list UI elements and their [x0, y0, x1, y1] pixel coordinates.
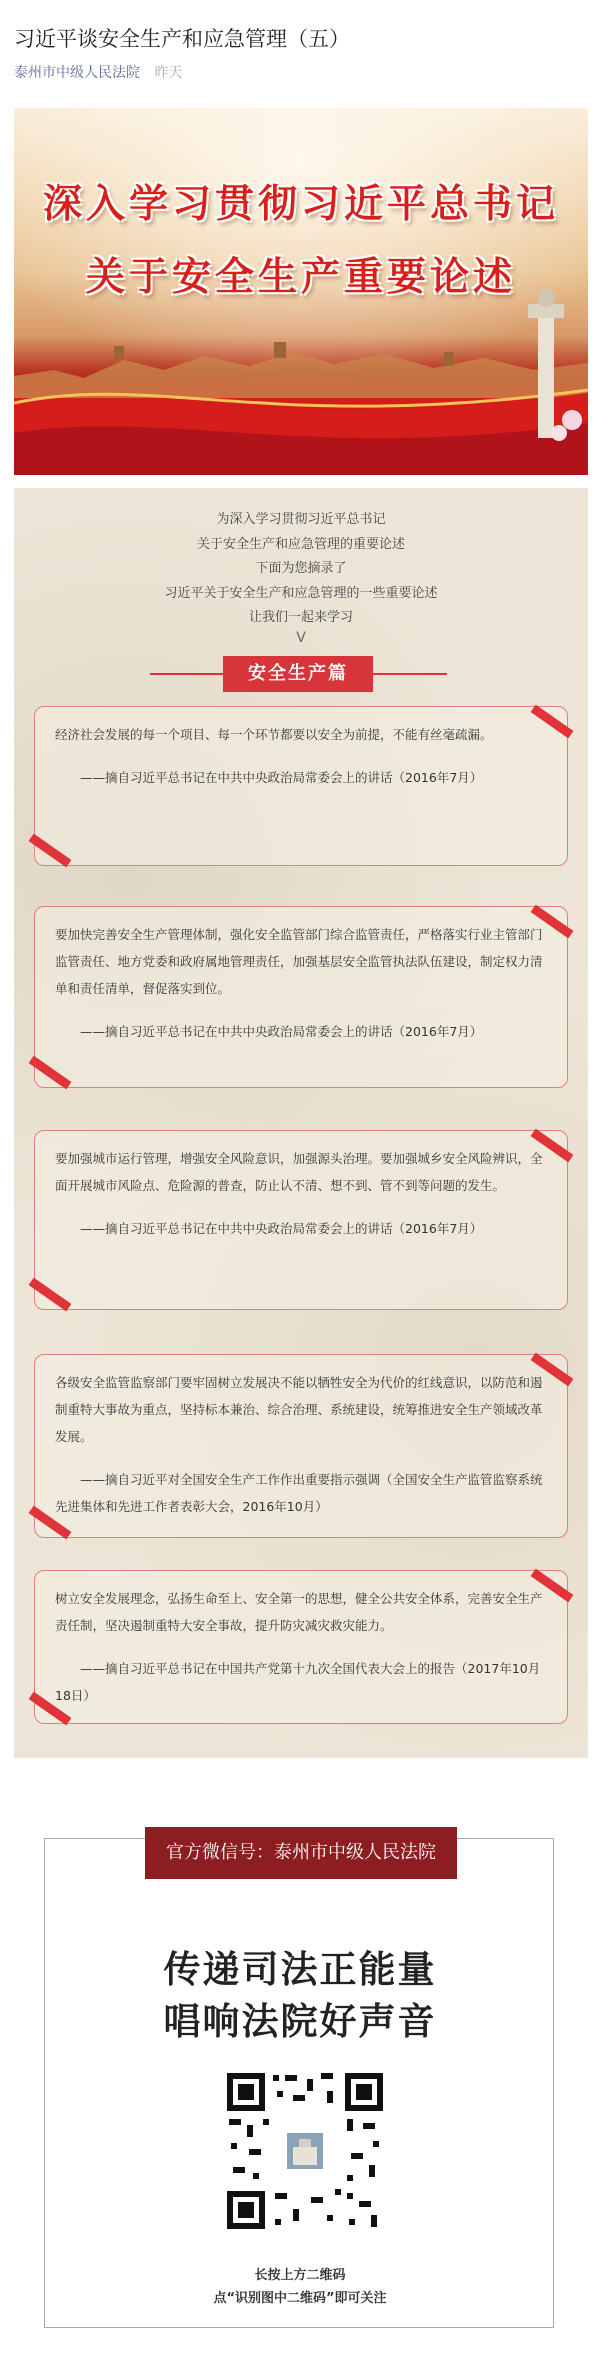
qr-hint-line2: 点“识别图中二维码”即可关注: [213, 2291, 387, 2306]
intro-line: 让我们一起来学习: [248, 610, 353, 625]
quote-source: ——摘自习近平对全国安全生产工作作出重要指示强调（全国安全生产监管监察系统先进集体和先进工作者表彰大会，2016年10月）: [55, 1472, 543, 1514]
intro-text: [14, 508, 588, 645]
qr-code-icon[interactable]: [223, 2069, 387, 2233]
author-link[interactable]: 泰州市中级人民法院: [14, 65, 140, 81]
intro-line: 下面为您摘录了: [255, 561, 347, 576]
ribbon-corner-icon: [29, 834, 72, 868]
section-title: 安全生产篇: [223, 656, 373, 692]
intro-line: 关于安全生产和应急管理的重要论述: [196, 536, 405, 552]
article-header: [14, 24, 586, 82]
ribbon-corner-icon: [29, 1278, 72, 1312]
publish-date: 昨天: [154, 65, 183, 81]
banner-image: [14, 108, 588, 475]
quote-card: [34, 1130, 568, 1310]
qr-hint-line1: 长按上方二维码: [254, 2268, 346, 2283]
banner-heading-line1: 深入学习贯彻习近平总书记: [42, 181, 559, 227]
section-divider-right: [373, 673, 447, 675]
quote-text: 各级安全监管监察部门要牢固树立发展决不能以牺牲安全为代价的红线意识，以防范和遏制重特大事故为重点，坚持标本兼治、综合治理、系统建设，统筹推进安全生产领域改革发展。: [55, 1375, 543, 1444]
article-title: 习近平谈安全生产和应急管理（五）: [14, 27, 350, 51]
quote-source: ——摘自习近平总书记在中共中央政治局常委会上的讲话（2016年7月）: [80, 1221, 483, 1236]
slogan-line2: 唱响法院好声音: [163, 1999, 437, 2043]
ribbon-corner-icon: [29, 1056, 72, 1090]
quote-source: ——摘自习近平总书记在中国共产党第十九次全国代表大会上的报告（2017年10月18日）: [55, 1661, 541, 1703]
quote-card: [34, 1354, 568, 1538]
quote-text: 要加快完善安全生产管理体制，强化安全监管部门综合监管责任，严格落实行业主管部门监管责任、地方党委和政府属地管理责任，加强基层安全监管执法队伍建设，制定权力清单和责任清单，督促落实到位。: [55, 927, 543, 996]
down-arrow-icon: V: [296, 629, 306, 646]
follow-card: [44, 1838, 554, 2328]
quote-text: 经济社会发展的每一个项目、每一个环节都要以安全为前提，不能有丝毫疏漏。: [55, 727, 493, 742]
quote-source: ——摘自习近平总书记在中共中央政治局常委会上的讲话（2016年7月）: [80, 770, 483, 785]
section-divider-left: [150, 673, 223, 675]
intro-line: 习近平关于安全生产和应急管理的一些重要论述: [164, 585, 438, 601]
quote-text: 树立安全发展理念，弘扬生命至上、安全第一的思想，健全公共安全体系，完善安全生产责任制，坚决遏制重特大安全事故，提升防灾减灾救灾能力。: [55, 1591, 543, 1633]
article-meta: [14, 62, 586, 82]
quote-card: [34, 1570, 568, 1724]
quote-card: [34, 706, 568, 866]
quote-card: [34, 906, 568, 1088]
banner-heading-line2: 关于安全生产重要论述: [85, 254, 516, 300]
slogan-line1: 传递司法正能量: [163, 1947, 437, 1991]
quote-text: 要加强城市运行管理，增强安全风险意识，加强源头治理。要加强城乡安全风险辨识，全面开展城市风险点、危险源的普查，防止认不清、想不到、管不到等问题的发生。: [55, 1151, 543, 1193]
intro-line: 为深入学习贯彻习近平总书记: [216, 512, 386, 527]
quotes-section: [14, 488, 588, 1758]
quote-source: ——摘自习近平总书记在中共中央政治局常委会上的讲话（2016年7月）: [80, 1024, 483, 1039]
official-account-label: 官方微信号：泰州市中级人民法院: [145, 1827, 457, 1879]
